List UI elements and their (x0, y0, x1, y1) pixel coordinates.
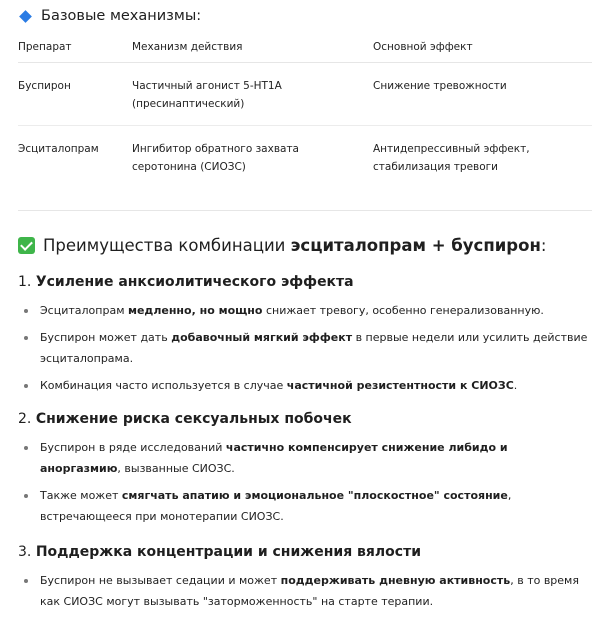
text: Буспирон не вызывает седации и может (40, 574, 281, 587)
text: , в то время как СИОЗС могут вызывать "заторможенность" на старте терапии. (40, 574, 579, 608)
section-heading-2 (18, 411, 352, 427)
bold-text: медленно, но мощно (127, 304, 263, 317)
cell-mechanism: Частичный агонист 5-HT1A (пресинаптический) (132, 63, 373, 126)
column-header-drug: Препарат (18, 34, 132, 63)
advantages-heading (18, 236, 546, 255)
text: , вызванные СИОЗС. (117, 462, 235, 475)
mechanisms-table (18, 34, 592, 188)
check-mark-icon (18, 237, 35, 254)
text: Комбинация часто используется в случае (40, 379, 287, 392)
text: снижает тревогу, особенно генерализованную. (262, 304, 544, 317)
mechanisms-heading (18, 8, 201, 24)
section-heading-3 (18, 544, 421, 560)
advantages-title-suffix: : (540, 236, 547, 255)
section-1-bullets (18, 300, 588, 402)
bold-text: частичной резистентности к СИОЗС (286, 379, 514, 392)
list-item (18, 327, 588, 369)
list-item (18, 485, 588, 527)
text: Также может (40, 489, 122, 502)
section-2-bullets (18, 437, 588, 533)
section-number: 3. (18, 544, 36, 560)
advantages-title-bold: эсциталопрам + буспирон (290, 236, 541, 255)
section-3-bullets (18, 570, 588, 618)
advantages-title (43, 236, 546, 255)
table-row (18, 126, 592, 189)
section-title: Усиление анксиолитического эффекта (35, 274, 354, 290)
column-header-effect: Основной эффект (373, 34, 592, 63)
blue-diamond-icon (19, 10, 32, 23)
text: Буспирон в ряде исследований (40, 441, 226, 454)
cell-effect: Снижение тревожности (373, 63, 592, 126)
bold-text: добавочный мягкий эффект (171, 331, 353, 344)
section-number: 2. (18, 411, 36, 427)
text: Эсциталопрам (40, 304, 128, 317)
list-item (18, 570, 588, 612)
cell-effect: Антидепрессивный эффект, стабилизация тревоги (373, 143, 530, 173)
section-heading-1 (18, 274, 354, 290)
table-row (18, 63, 592, 126)
bold-text: поддерживать дневную активность (280, 574, 511, 587)
bold-text: смягчать апатию и эмоциональное "плоскостное" состояние (121, 489, 508, 502)
column-header-mechanism: Механизм действия (132, 34, 373, 63)
mechanisms-title: Базовые механизмы: (41, 8, 202, 24)
advantages-title-prefix: Преимущества комбинации (43, 236, 291, 255)
section-divider (18, 210, 592, 211)
list-item (18, 375, 588, 396)
section-title: Поддержка концентрации и снижения вялости (35, 544, 422, 560)
cell-mechanism: Ингибитор обратного захвата серотонина (СИОЗС) (132, 143, 299, 173)
text: . (513, 379, 518, 392)
list-item (18, 300, 588, 321)
table-header-row (18, 34, 592, 63)
section-title: Снижение риска сексуальных побочек (35, 411, 352, 427)
section-number: 1. (18, 274, 36, 290)
cell-drug: Буспирон (18, 63, 132, 126)
bold-text: частично компенсирует снижение либидо и аноргазмию (40, 441, 508, 475)
text: , встречающееся при монотерапии СИОЗС. (40, 489, 512, 523)
text: в первые недели или усилить действие эсциталопрама. (40, 331, 588, 365)
cell-drug: Эсциталопрам (18, 143, 99, 155)
text: Буспирон может дать (40, 331, 172, 344)
list-item (18, 437, 588, 479)
